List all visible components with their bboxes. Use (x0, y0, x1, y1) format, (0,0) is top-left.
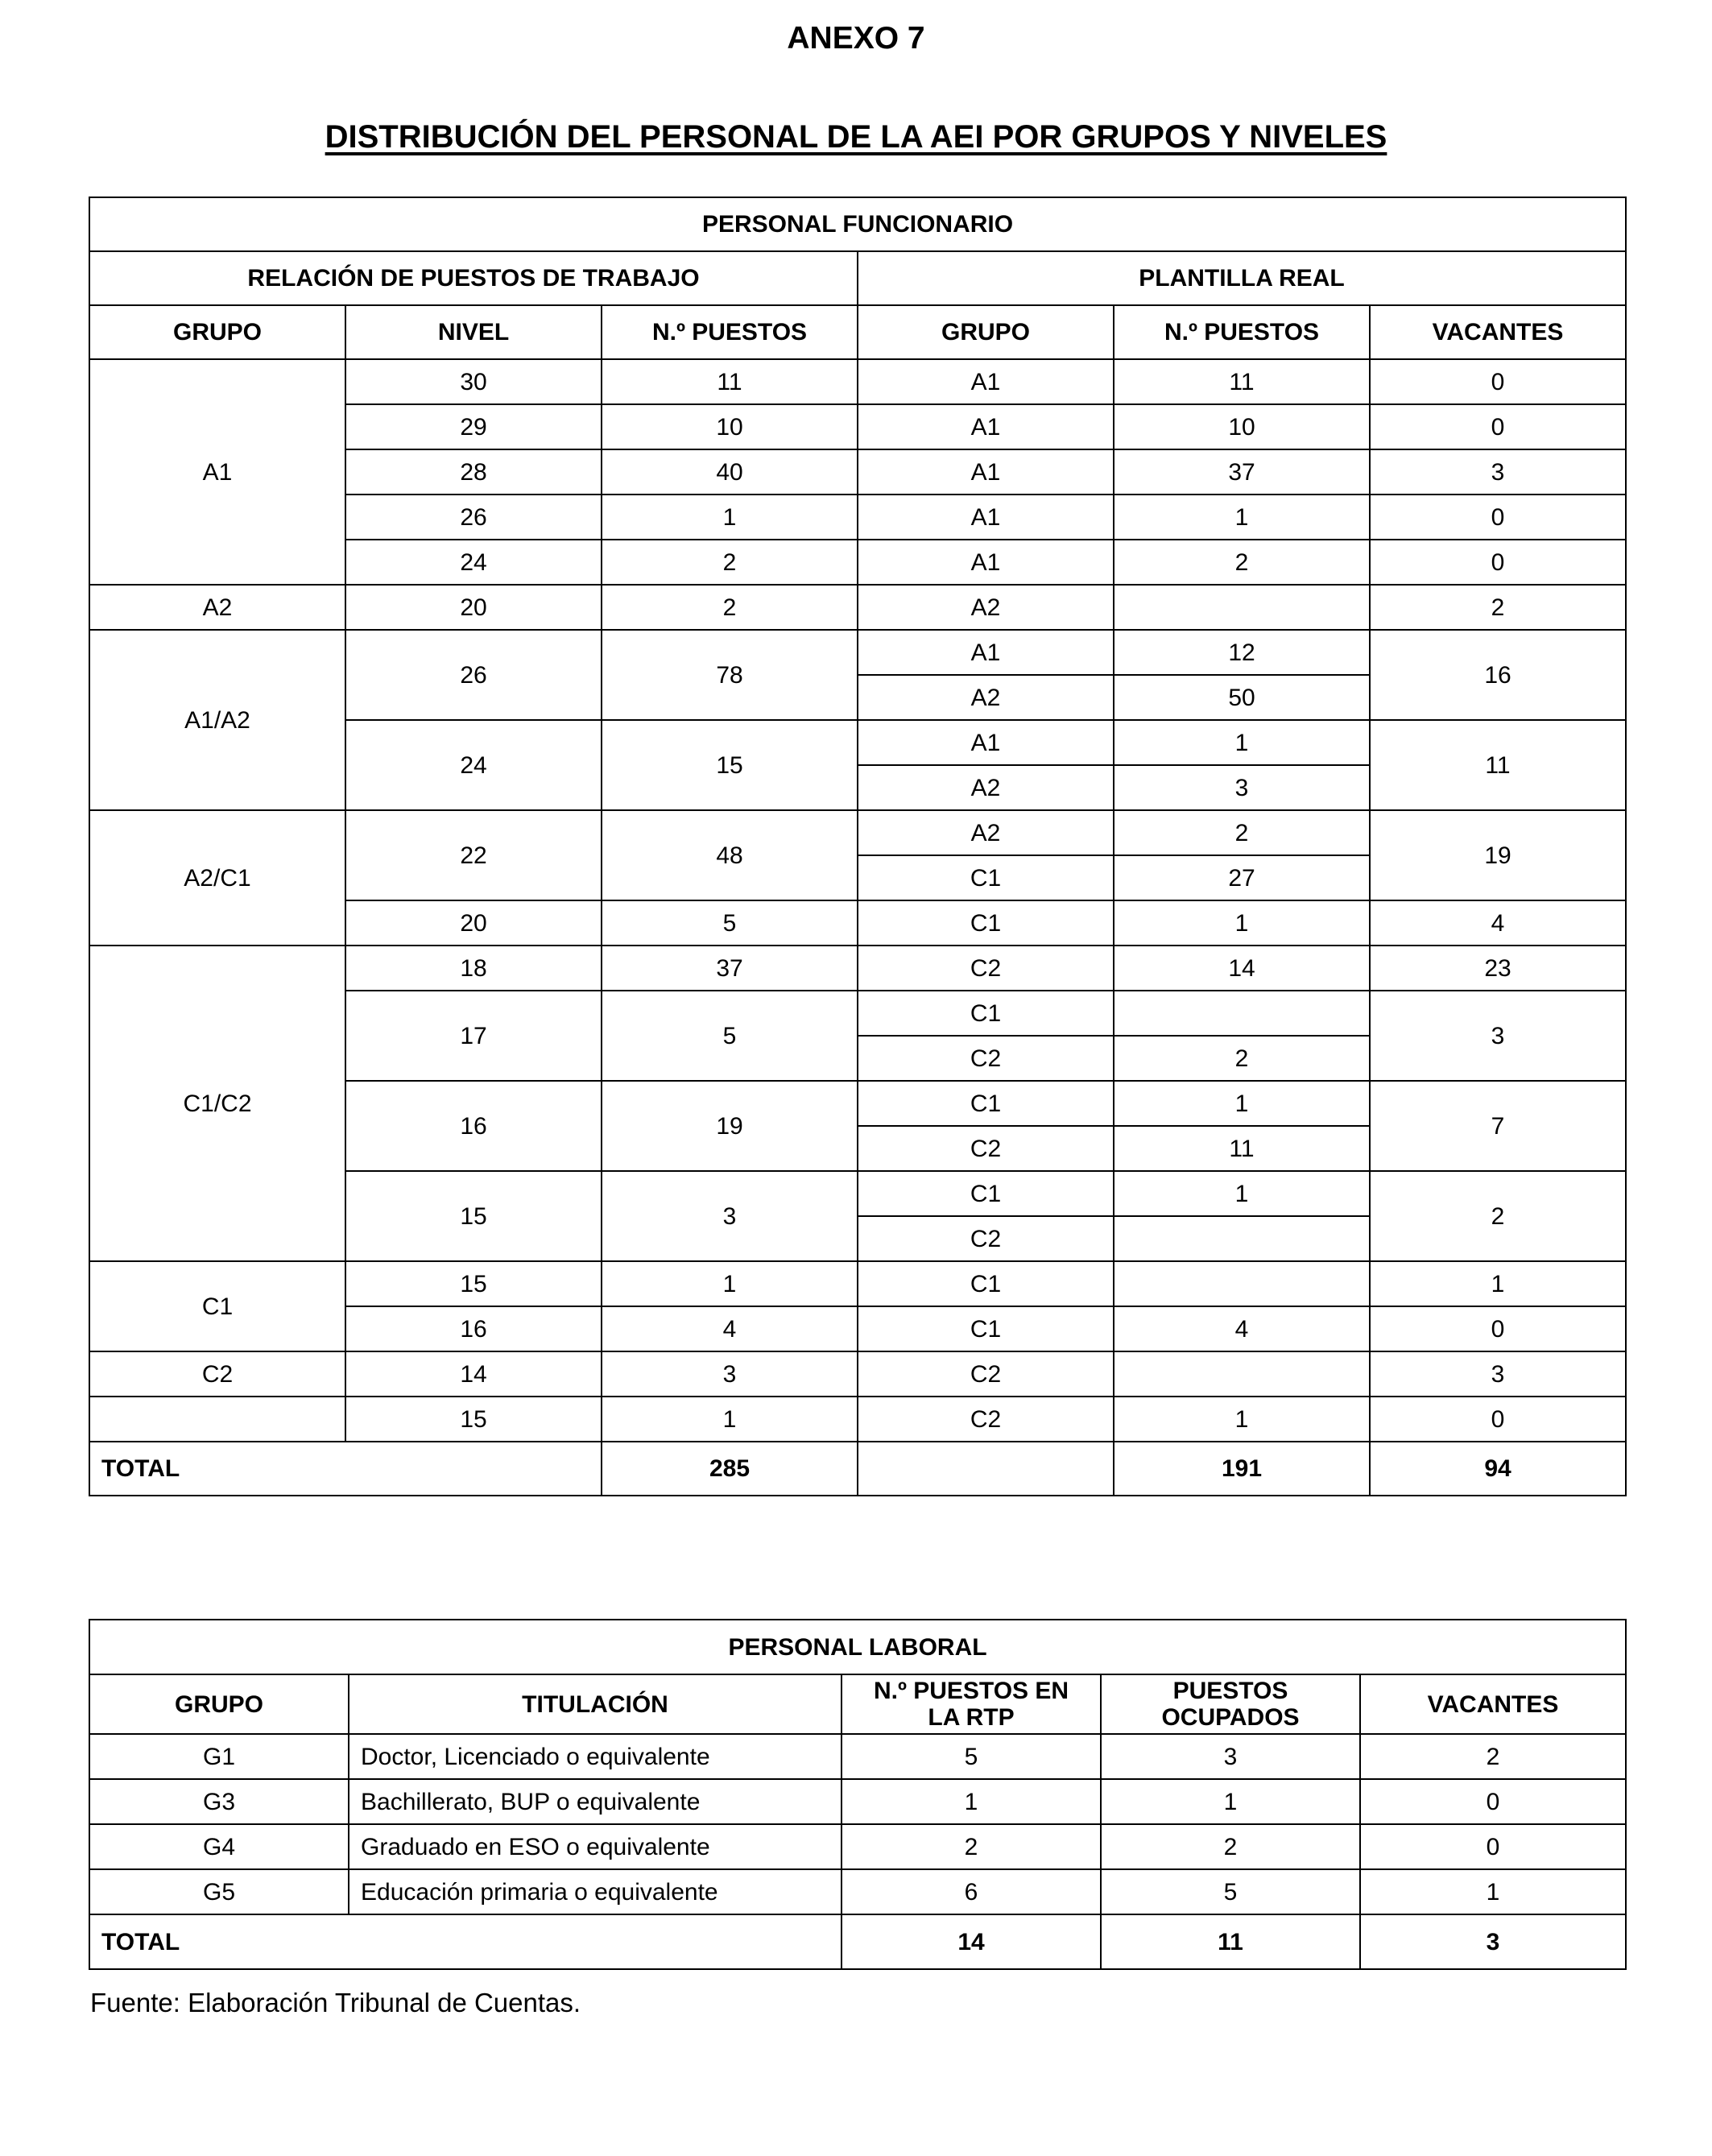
real-puestos-cell: 2 (1114, 1036, 1370, 1081)
funcionario-heading: PERSONAL FUNCIONARIO (89, 197, 1626, 251)
group-cell: A1/A2 (89, 630, 345, 810)
real-puestos-cell: 14 (1114, 946, 1370, 991)
total-real-grupo (858, 1442, 1114, 1496)
column-header-grupo: GRUPO (89, 1674, 349, 1734)
real-grupo-cell: C1 (858, 1306, 1114, 1351)
vacantes-cell: 4 (1370, 900, 1626, 946)
puestos-rtp-cell: 2 (842, 1824, 1101, 1869)
laboral-heading: PERSONAL LABORAL (89, 1620, 1626, 1674)
page-title: DISTRIBUCIÓN DEL PERSONAL DE LA AEI POR GRUPOS Y NIVELES (325, 119, 1387, 155)
nivel-cell: 26 (345, 630, 602, 720)
column-header-puestos-ocupados: PUESTOS OCUPADOS (1101, 1674, 1360, 1734)
vacantes-cell: 23 (1370, 946, 1626, 991)
nivel-cell: 20 (345, 585, 602, 630)
vacantes-cell: 0 (1370, 495, 1626, 540)
ocupados-cell: 1 (1101, 1779, 1360, 1824)
total-vacantes: 3 (1360, 1914, 1626, 1969)
section-real-header: PLANTILLA REAL (858, 251, 1626, 305)
real-puestos-cell: 1 (1114, 720, 1370, 765)
real-puestos-cell (1114, 1261, 1370, 1306)
column-header-grupo: GRUPO (89, 305, 345, 359)
titulacion-cell: Graduado en ESO o equivalente (349, 1824, 842, 1869)
column-header-vacantes: VACANTES (1360, 1674, 1626, 1734)
total-puestos-rtp: 14 (842, 1914, 1101, 1969)
puestos-cell: 1 (602, 1261, 858, 1306)
group-cell: A2 (89, 585, 345, 630)
puestos-rtp-cell: 6 (842, 1869, 1101, 1914)
table-row (89, 630, 1626, 675)
nivel-cell: 15 (345, 1171, 602, 1261)
real-puestos-cell: 11 (1114, 1126, 1370, 1171)
puestos-cell: 15 (602, 720, 858, 810)
vacantes-cell: 16 (1370, 630, 1626, 720)
puestos-cell: 5 (602, 900, 858, 946)
vacantes-cell: 2 (1360, 1734, 1626, 1779)
puestos-cell: 48 (602, 810, 858, 900)
column-header-vacantes: VACANTES (1370, 305, 1626, 359)
vacantes-cell: 0 (1370, 1397, 1626, 1442)
nivel-cell: 16 (345, 1306, 602, 1351)
real-grupo-cell: C1 (858, 1081, 1114, 1126)
table-row (89, 1397, 1626, 1442)
real-grupo-cell: C2 (858, 1036, 1114, 1081)
nivel-cell: 15 (345, 1261, 602, 1306)
titulacion-cell: Educación primaria o equivalente (349, 1869, 842, 1914)
real-grupo-cell: A1 (858, 540, 1114, 585)
nivel-cell: 24 (345, 720, 602, 810)
real-grupo-cell: C2 (858, 1126, 1114, 1171)
group-cell (89, 1397, 345, 1442)
table-row (89, 359, 1626, 404)
table-row (89, 1824, 1626, 1869)
column-header-nivel: NIVEL (345, 305, 602, 359)
column-header-puestos: N.º PUESTOS (602, 305, 858, 359)
real-puestos-cell (1114, 991, 1370, 1036)
puestos-cell: 2 (602, 540, 858, 585)
real-puestos-cell (1114, 1351, 1370, 1397)
vacantes-cell: 0 (1370, 404, 1626, 449)
nivel-cell: 14 (345, 1351, 602, 1397)
real-grupo-cell: A1 (858, 720, 1114, 765)
vacantes-cell: 0 (1370, 540, 1626, 585)
vacantes-cell: 7 (1370, 1081, 1626, 1171)
real-puestos-cell: 1 (1114, 1397, 1370, 1442)
real-puestos-cell: 2 (1114, 540, 1370, 585)
ocupados-cell: 3 (1101, 1734, 1360, 1779)
puestos-cell: 10 (602, 404, 858, 449)
nivel-cell: 29 (345, 404, 602, 449)
real-grupo-cell: A1 (858, 495, 1114, 540)
vacantes-cell: 0 (1360, 1779, 1626, 1824)
real-grupo-cell: A2 (858, 810, 1114, 855)
nivel-cell: 15 (345, 1397, 602, 1442)
nivel-cell: 26 (345, 495, 602, 540)
total-real-puestos: 191 (1114, 1442, 1370, 1496)
table-row (89, 946, 1626, 991)
total-ocupados: 11 (1101, 1914, 1360, 1969)
real-grupo-cell: C1 (858, 900, 1114, 946)
nivel-cell: 17 (345, 991, 602, 1081)
real-puestos-cell: 3 (1114, 765, 1370, 810)
real-grupo-cell: A1 (858, 404, 1114, 449)
real-puestos-cell: 27 (1114, 855, 1370, 900)
vacantes-cell: 0 (1370, 359, 1626, 404)
real-grupo-cell: A2 (858, 675, 1114, 720)
total-vacantes: 94 (1370, 1442, 1626, 1496)
vacantes-cell: 1 (1360, 1869, 1626, 1914)
grupo-cell: G4 (89, 1824, 349, 1869)
real-puestos-cell: 12 (1114, 630, 1370, 675)
puestos-cell: 40 (602, 449, 858, 495)
real-puestos-cell (1114, 1216, 1370, 1261)
group-cell: C1 (89, 1261, 345, 1351)
real-puestos-cell: 2 (1114, 810, 1370, 855)
ocupados-cell: 2 (1101, 1824, 1360, 1869)
real-grupo-cell: C1 (858, 991, 1114, 1036)
vacantes-cell: 19 (1370, 810, 1626, 900)
ocupados-cell: 5 (1101, 1869, 1360, 1914)
puestos-cell: 19 (602, 1081, 858, 1171)
real-puestos-cell: 1 (1114, 900, 1370, 946)
nivel-cell: 28 (345, 449, 602, 495)
real-grupo-cell: C1 (858, 855, 1114, 900)
vacantes-cell: 0 (1360, 1824, 1626, 1869)
total-label: TOTAL (89, 1442, 602, 1496)
real-puestos-cell: 1 (1114, 495, 1370, 540)
table-row (89, 1869, 1626, 1914)
puestos-cell: 3 (602, 1351, 858, 1397)
nivel-cell: 24 (345, 540, 602, 585)
table-row (89, 1779, 1626, 1824)
real-grupo-cell: C2 (858, 1216, 1114, 1261)
puestos-cell: 3 (602, 1171, 858, 1261)
puestos-cell: 78 (602, 630, 858, 720)
nivel-cell: 16 (345, 1081, 602, 1171)
titulacion-cell: Bachillerato, BUP o equivalente (349, 1779, 842, 1824)
grupo-cell: G1 (89, 1734, 349, 1779)
total-row (89, 1442, 1626, 1496)
grupo-cell: G5 (89, 1869, 349, 1914)
table-row (89, 1734, 1626, 1779)
table-row (89, 585, 1626, 630)
real-grupo-cell: A1 (858, 449, 1114, 495)
column-header-puestos-rtp: N.º PUESTOS EN LA RTP (842, 1674, 1101, 1734)
total-label: TOTAL (89, 1914, 842, 1969)
table-row (89, 1351, 1626, 1397)
nivel-cell: 30 (345, 359, 602, 404)
vacantes-cell: 3 (1370, 449, 1626, 495)
real-puestos-cell: 37 (1114, 449, 1370, 495)
real-grupo-cell: A2 (858, 585, 1114, 630)
real-grupo-cell: A1 (858, 359, 1114, 404)
column-header-real-grupo: GRUPO (858, 305, 1114, 359)
group-cell: C2 (89, 1351, 345, 1397)
total-puestos: 285 (602, 1442, 858, 1496)
vacantes-cell: 11 (1370, 720, 1626, 810)
column-header-titulacion: TITULACIÓN (349, 1674, 842, 1734)
puestos-rtp-cell: 5 (842, 1734, 1101, 1779)
puestos-cell: 11 (602, 359, 858, 404)
vacantes-cell: 3 (1370, 991, 1626, 1081)
section-rpt-header: RELACIÓN DE PUESTOS DE TRABAJO (89, 251, 858, 305)
column-header-real-puestos: N.º PUESTOS (1114, 305, 1370, 359)
real-puestos-cell (1114, 585, 1370, 630)
real-grupo-cell: C2 (858, 946, 1114, 991)
puestos-rtp-cell: 1 (842, 1779, 1101, 1824)
source-note: Fuente: Elaboración Tribunal de Cuentas. (90, 1988, 581, 2017)
real-puestos-cell: 1 (1114, 1081, 1370, 1126)
real-puestos-cell: 10 (1114, 404, 1370, 449)
puestos-cell: 1 (602, 1397, 858, 1442)
real-grupo-cell: A2 (858, 765, 1114, 810)
puestos-cell: 1 (602, 495, 858, 540)
nivel-cell: 18 (345, 946, 602, 991)
real-grupo-cell: C1 (858, 1171, 1114, 1216)
group-cell: A2/C1 (89, 810, 345, 946)
vacantes-cell: 1 (1370, 1261, 1626, 1306)
real-grupo-cell: C2 (858, 1397, 1114, 1442)
vacantes-cell: 3 (1370, 1351, 1626, 1397)
nivel-cell: 22 (345, 810, 602, 900)
puestos-cell: 2 (602, 585, 858, 630)
puestos-cell: 4 (602, 1306, 858, 1351)
real-puestos-cell: 1 (1114, 1171, 1370, 1216)
total-row (89, 1914, 1626, 1969)
grupo-cell: G3 (89, 1779, 349, 1824)
annex-label: ANEXO 7 (787, 21, 925, 56)
table-row (89, 810, 1626, 855)
group-cell: A1 (89, 359, 345, 585)
real-grupo-cell: A1 (858, 630, 1114, 675)
vacantes-cell: 2 (1370, 1171, 1626, 1261)
real-puestos-cell: 50 (1114, 675, 1370, 720)
vacantes-cell: 2 (1370, 585, 1626, 630)
personal-laboral-table (89, 1619, 1627, 1970)
puestos-cell: 37 (602, 946, 858, 991)
real-grupo-cell: C2 (858, 1351, 1114, 1397)
puestos-cell: 5 (602, 991, 858, 1081)
real-grupo-cell: C1 (858, 1261, 1114, 1306)
real-puestos-cell: 11 (1114, 359, 1370, 404)
group-cell: C1/C2 (89, 946, 345, 1261)
real-puestos-cell: 4 (1114, 1306, 1370, 1351)
personal-funcionario-table (89, 197, 1627, 1496)
table-row (89, 1261, 1626, 1306)
titulacion-cell: Doctor, Licenciado o equivalente (349, 1734, 842, 1779)
vacantes-cell: 0 (1370, 1306, 1626, 1351)
nivel-cell: 20 (345, 900, 602, 946)
